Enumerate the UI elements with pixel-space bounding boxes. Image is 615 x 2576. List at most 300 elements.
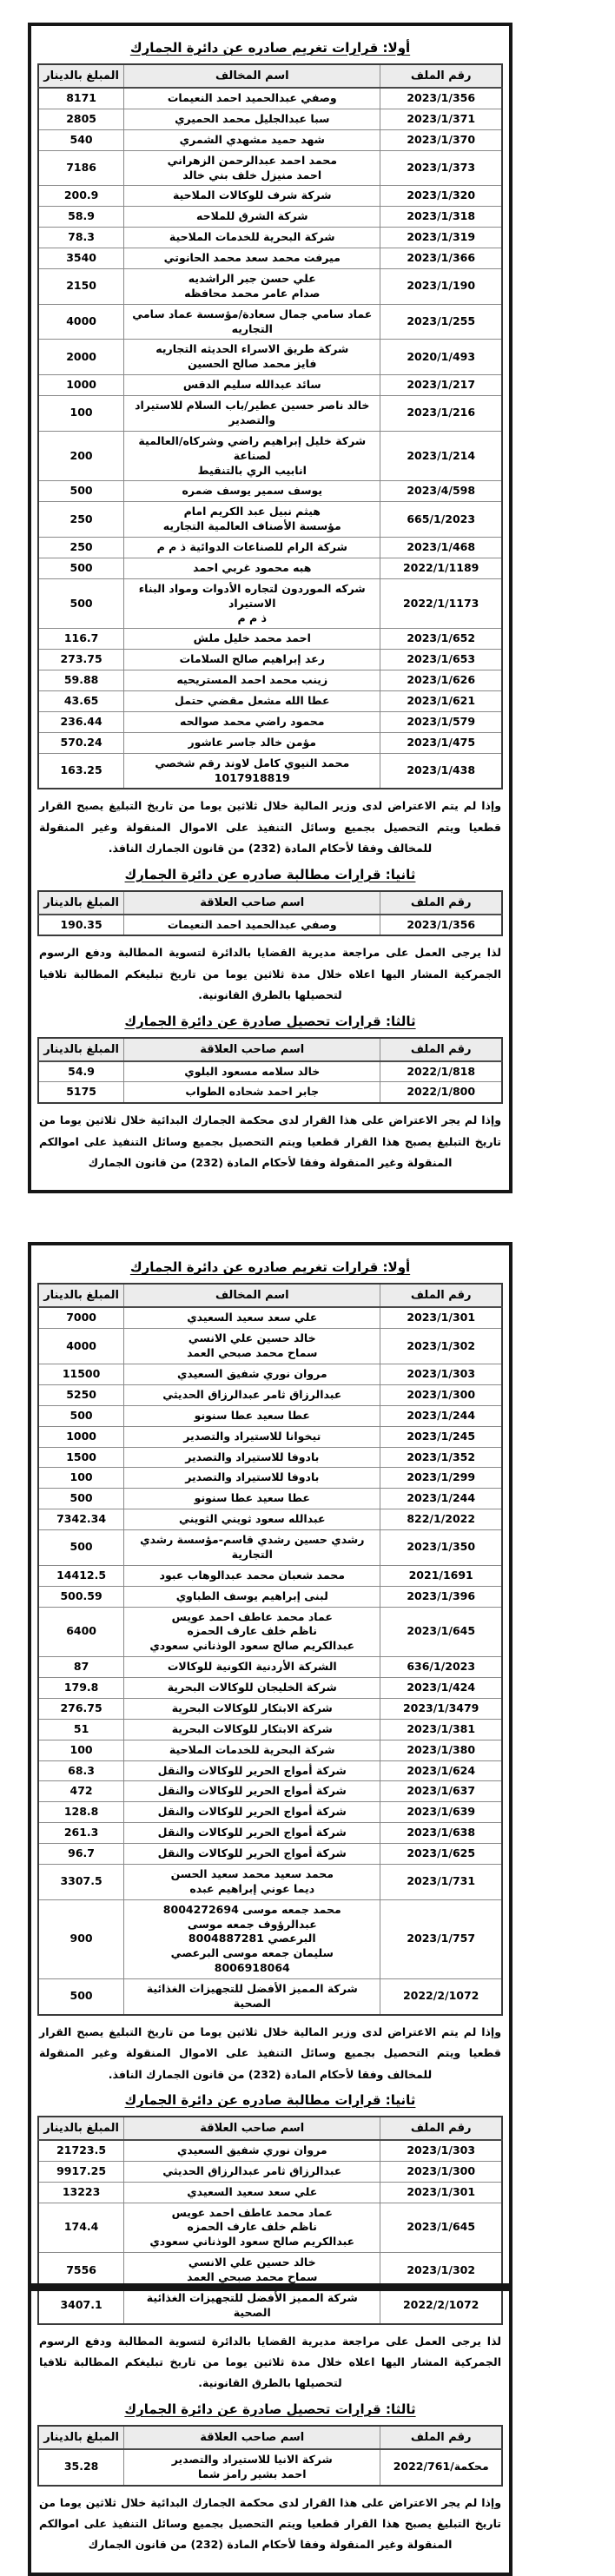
name-line: خالد حسين علي الانسي — [188, 1331, 316, 1345]
amount-cell — [38, 1719, 124, 1740]
amount-cell — [38, 88, 124, 109]
amount-value: 68.3 — [68, 1763, 95, 1777]
table-row — [38, 691, 502, 712]
amount-cell — [38, 2449, 124, 2486]
table-row — [38, 1468, 502, 1489]
amount-cell — [38, 538, 124, 558]
name-line: رعد إبراهيم صالح السلامات — [179, 652, 325, 666]
file-number-cell: 2022/2/1072 — [380, 2288, 502, 2323]
file-number-cell: 2023/1/299 — [380, 1468, 502, 1489]
file-number-cell: 2023/1/302 — [380, 2253, 502, 2289]
file-number-cell: 2023/1/245 — [380, 1426, 502, 1447]
table-row — [38, 1760, 502, 1781]
name-cell — [124, 375, 380, 396]
name-cell — [124, 248, 380, 269]
amount-cell — [38, 1844, 124, 1865]
name-line: انابيب الري بالتنقيط — [197, 463, 307, 477]
name-line: ناظم خلف عارف الحمزه — [187, 1624, 318, 1638]
amount-cell — [38, 650, 124, 670]
file-number-cell: 822/1/2022 — [380, 1509, 502, 1530]
amount-value: 570.24 — [60, 735, 102, 749]
name-cell — [124, 1899, 380, 1978]
amount-value: 472 — [69, 1784, 93, 1798]
amount-cell — [38, 1061, 124, 1082]
table-header-row — [38, 1038, 502, 1061]
table-row — [38, 1899, 502, 1978]
name-line: شركة أمواج الحرير للوكالات والنقل — [157, 1763, 347, 1777]
name-line: سماح محمد صبحي العمد — [187, 1346, 318, 1360]
amount-cell — [38, 1698, 124, 1719]
name-cell — [124, 650, 380, 670]
table-row — [38, 1565, 502, 1586]
name-cell — [124, 1657, 380, 1678]
name-cell — [124, 2182, 380, 2203]
amount-cell — [38, 915, 124, 936]
file-number-cell: 665/1/2023 — [380, 502, 502, 538]
name-line: سليمان جمعه موسى البرعصي — [170, 1946, 334, 1960]
column-header-file: رقم الملف — [380, 2426, 502, 2449]
table-row — [38, 1740, 502, 1760]
amount-value: 51 — [73, 1721, 89, 1735]
column-header-name: اسم صاحب العلاقة — [124, 1038, 380, 1061]
table-row — [38, 150, 502, 186]
file-number-cell: 2023/1/731 — [380, 1864, 502, 1899]
table-row — [38, 1864, 502, 1899]
name-line: عماد محمد عاطف احمد عويس — [171, 1609, 333, 1623]
amount-value: 6400 — [66, 1624, 96, 1638]
name-line: الشركة الأردنية الكونية للوكالات — [167, 1660, 337, 1674]
amount-value: 87 — [73, 1660, 89, 1674]
table-row — [38, 1607, 502, 1657]
name-line: محمد احمد عبدالرحمن الزهراني — [167, 153, 337, 167]
file-number-cell: 2023/1/320 — [380, 186, 502, 207]
name-cell — [124, 2288, 380, 2323]
table-row — [38, 1586, 502, 1607]
amount-cell — [38, 732, 124, 753]
name-cell — [124, 1307, 380, 1328]
name-line: شركة أمواج الحرير للوكالات والنقل — [157, 1826, 347, 1840]
table-row — [38, 268, 502, 304]
amount-value: 900 — [69, 1932, 93, 1945]
name-line: محمد جمعه موسى 8004272694 — [162, 1902, 341, 1916]
column-header-name: اسم صاحب العلاقة — [124, 2426, 380, 2449]
name-line: عطا سعيد عطا سنونو — [194, 1491, 310, 1505]
table-row — [38, 1719, 502, 1740]
name-cell — [124, 1447, 380, 1468]
name-line: مؤسسة الأصناف العالمية التجاريه — [162, 519, 341, 533]
name-line: محمود راضي محمد صوالحه — [180, 714, 325, 728]
note-paragraph: وإذا لم يتم الاعتراض لدى وزير المالية خلال ثلاثين يوما من تاريخ التبليغ يصبح القرار قطعيا ويتم التحصيل بجميع وسائل التنفيذ على الاموال المنقولة وغير المنقولة للمخالف وفقا لأحكام المادة (232) من قانون الجمارك النافذ. — [39, 799, 501, 855]
table-header — [38, 891, 502, 915]
section-title-text: ثالثا: قرارات تحصيل صادرة عن دائرة الجمارك — [124, 2401, 416, 2417]
name-line: شركة المميز الأفضل للتجهيزات الغذائية — [146, 1982, 358, 1995]
decisions-table — [37, 63, 503, 789]
file-number-cell: 2023/1/244 — [380, 1489, 502, 1509]
amount-value: 4000 — [66, 1338, 96, 1352]
name-line: علي حسن جبر الراشديه — [188, 271, 316, 285]
name-cell — [124, 268, 380, 304]
name-line: احمد بشير رامز شما — [197, 2467, 307, 2480]
amount-value: 78.3 — [68, 230, 95, 244]
name-line: سبا عبدالجليل محمد الحميري — [175, 111, 330, 125]
name-cell — [124, 1678, 380, 1699]
amount-cell — [38, 207, 124, 228]
amount-cell — [38, 1082, 124, 1103]
amount-cell — [38, 2203, 124, 2253]
amount-cell — [38, 109, 124, 129]
name-line: عطا الله مشعل مقضي حتمل — [175, 694, 330, 707]
file-number-cell: 2022/1/818 — [380, 1061, 502, 1082]
table-row — [38, 1823, 502, 1844]
amount-value: 500 — [69, 484, 93, 498]
note-paragraph: لذا يرجى العمل على مراجعة مديرية القضايا بالدائرة لتسوية المطالبة ودفع الرسوم الجمركية المشار اليها اعلاه خلال مدة ثلاثين يوما من تاريخ تبليغكم المطالبة تلافيا لتحصيلها بالطرق القانونية. — [39, 946, 501, 1002]
amount-value: 3307.5 — [60, 1874, 102, 1888]
name-line: شركة طريق الاسراء الحديثه التجاريه — [155, 342, 349, 356]
table-body — [38, 1061, 502, 1104]
amount-cell — [38, 268, 124, 304]
table-row — [38, 1509, 502, 1530]
amount-value: 500 — [69, 1989, 93, 2003]
name-line: خالد حسين علي الانسي — [188, 2256, 316, 2269]
file-number-cell: 2023/1/301 — [380, 2182, 502, 2203]
file-number-cell: 2023/1/255 — [380, 304, 502, 340]
table-row — [38, 2161, 502, 2182]
name-line: خالد سلامه مسعود البلوي — [184, 1064, 321, 1078]
file-number-cell: 2023/1/303 — [380, 2140, 502, 2161]
amount-value: 13223 — [62, 2184, 101, 2198]
name-line: الاستيراد — [228, 596, 276, 610]
name-cell — [124, 1061, 380, 1082]
table-row — [38, 228, 502, 248]
table-row — [38, 558, 502, 578]
name-line: علي سعد سعيد السعيدي — [187, 2184, 318, 2198]
amount-cell — [38, 1802, 124, 1823]
table-row — [38, 88, 502, 109]
name-line: ذ م م — [237, 611, 267, 624]
amount-value: 59.88 — [63, 673, 99, 687]
table-row — [38, 538, 502, 558]
amount-value: 128.8 — [63, 1805, 99, 1819]
amount-cell — [38, 1405, 124, 1426]
name-cell — [124, 1802, 380, 1823]
file-number-cell: 2023/1/303 — [380, 1364, 502, 1385]
table-row — [38, 1329, 502, 1364]
amount-cell — [38, 1307, 124, 1328]
amount-cell — [38, 1384, 124, 1405]
table-header — [38, 2117, 502, 2140]
amount-cell — [38, 1760, 124, 1781]
file-number-cell: 2023/1/301 — [380, 1307, 502, 1328]
table-row — [38, 207, 502, 228]
next-notice-box-top-border — [28, 2283, 512, 2291]
amount-value: 500.59 — [60, 1589, 102, 1602]
name-line: شركة شرف للوكالات الملاحية — [172, 188, 332, 202]
amount-value: 500 — [69, 560, 93, 574]
file-number-cell: 2023/1/639 — [380, 1802, 502, 1823]
amount-cell — [38, 1468, 124, 1489]
name-cell — [124, 578, 380, 629]
name-cell — [124, 1864, 380, 1899]
name-cell — [124, 304, 380, 340]
name-line: سماح محمد صبحي العمد — [187, 2270, 318, 2283]
amount-value: 11500 — [62, 1367, 101, 1380]
table-row — [38, 732, 502, 753]
amount-cell — [38, 1489, 124, 1509]
table-row — [38, 304, 502, 340]
table-row — [38, 1364, 502, 1385]
table-row — [38, 650, 502, 670]
table-row — [38, 1844, 502, 1865]
file-number-cell: 2023/1/638 — [380, 1823, 502, 1844]
name-line: عبدالرزاق ثامر عبدالرزاق الحديثي — [162, 2163, 342, 2177]
file-number-cell: 2023/1/579 — [380, 711, 502, 732]
name-cell — [124, 1530, 380, 1566]
file-number-cell: 2023/1/468 — [380, 538, 502, 558]
file-number-cell: 2023/1/373 — [380, 150, 502, 186]
name-line: وصفي عبدالحميد احمد النعيمات — [167, 917, 337, 931]
file-number-cell: 2022/2/1072 — [380, 1979, 502, 2015]
amount-cell — [38, 1364, 124, 1385]
amount-value: 43.65 — [63, 694, 99, 707]
amount-value: 250 — [69, 540, 93, 553]
amount-cell — [38, 186, 124, 207]
name-cell — [124, 538, 380, 558]
name-line: ناظم خلف عارف الحمزه — [187, 2220, 318, 2234]
column-header-amount: المبلغ بالدينار — [38, 891, 124, 915]
name-line: محمد النيوي كامل لاوند رقم شخصي — [155, 756, 350, 769]
name-cell — [124, 711, 380, 732]
amount-cell — [38, 1565, 124, 1586]
amount-value: 273.75 — [60, 652, 102, 666]
amount-value: 116.7 — [63, 631, 99, 645]
name-line: شركة المميز الأفضل للتجهيزات الغذائية — [146, 2290, 358, 2304]
table-row — [38, 1082, 502, 1103]
section-title-text: أولا: قرارات تغريم صادره عن دائرة الجمارك — [129, 1259, 411, 1276]
name-cell — [124, 558, 380, 578]
table-row — [38, 1678, 502, 1699]
name-line: شركة أمواج الحرير للوكالات والنقل — [157, 1805, 347, 1819]
amount-cell — [38, 431, 124, 481]
amount-value: 58.9 — [68, 209, 95, 223]
amount-cell — [38, 248, 124, 269]
table-row — [38, 1530, 502, 1566]
name-cell — [124, 1844, 380, 1865]
amount-cell — [38, 1530, 124, 1566]
amount-cell — [38, 481, 124, 502]
name-cell — [124, 150, 380, 186]
amount-value: 5175 — [66, 1085, 96, 1099]
amount-value: 2150 — [66, 279, 96, 293]
name-cell — [124, 481, 380, 502]
table-row — [38, 1384, 502, 1405]
table-row — [38, 2288, 502, 2323]
decisions-table — [37, 2425, 503, 2487]
column-header-amount: المبلغ بالدينار — [38, 1284, 124, 1307]
name-cell — [124, 915, 380, 936]
amount-value: 7342.34 — [56, 1512, 107, 1526]
name-cell — [124, 1426, 380, 1447]
amount-cell — [38, 691, 124, 712]
section-title — [37, 2092, 503, 2108]
name-line: الصحية — [233, 2305, 271, 2319]
amount-cell — [38, 2182, 124, 2203]
column-header-amount: المبلغ بالدينار — [38, 2426, 124, 2449]
file-number-cell: 2023/1/356 — [380, 915, 502, 936]
name-cell — [124, 228, 380, 248]
decisions-table — [37, 2116, 503, 2325]
customs-notice-box-1 — [28, 23, 512, 1193]
amount-value: 500 — [69, 1491, 93, 1505]
table-header — [38, 2426, 502, 2449]
amount-cell — [38, 304, 124, 340]
file-number-cell: 2023/4/598 — [380, 481, 502, 502]
name-cell — [124, 732, 380, 753]
name-line: جابر احمد شحاده الطواب — [185, 1085, 320, 1099]
table-row — [38, 248, 502, 269]
amount-value: 4000 — [66, 314, 96, 328]
name-line: مروان نوري شفيق السعيدي — [176, 2143, 327, 2157]
name-line: شركة البحرية للخدمات الملاحية — [169, 230, 335, 244]
amount-value: 100 — [69, 1470, 93, 1484]
amount-value: 163.25 — [60, 763, 102, 777]
amount-cell — [38, 129, 124, 150]
amount-value: 35.28 — [63, 2460, 99, 2474]
file-number-cell: 2023/1/645 — [380, 2203, 502, 2253]
name-line: فايز محمد صالح الحسين — [188, 357, 317, 371]
column-header-name: اسم صاحب العلاقة — [124, 891, 380, 915]
amount-value: 500 — [69, 1408, 93, 1422]
name-cell — [124, 1781, 380, 1802]
name-line: مروان نوري شفيق السعيدي — [176, 1367, 327, 1380]
name-line: احمد منيزل خلف بني خالد — [182, 168, 322, 182]
name-line: البرعصي 8004887281 — [188, 1932, 316, 1945]
name-line: بادوفا للاستيراد والتصدير — [185, 1450, 320, 1463]
file-number-cell: 2023/1/300 — [380, 1384, 502, 1405]
name-cell — [124, 1586, 380, 1607]
table-row — [38, 396, 502, 432]
table-row — [38, 711, 502, 732]
amount-value: 54.9 — [68, 1064, 95, 1078]
table-row — [38, 1657, 502, 1678]
file-number-cell: 2023/1/214 — [380, 431, 502, 481]
name-line: محمد شعبان محمد عبدالوهاب عبود — [159, 1568, 345, 1582]
name-cell — [124, 1760, 380, 1781]
note-paragraph: وإذا لم يجر الاعتراض على هذا القرار لدى محكمة الجمارك البدائية خلال ثلاثين يوما من تاريخ التبليغ يصبح هذا القرار قطعيا ويتم التحصيل بجميع وسائل التنفيذ على اموالكم المنقولة وغير المنقولة وفقا لأحكام المادة (232) من قانون الجمارك — [39, 2495, 501, 2552]
table-row — [38, 1405, 502, 1426]
column-header-amount: المبلغ بالدينار — [38, 1038, 124, 1061]
name-line: شركة الشرق للملاحه — [196, 209, 308, 223]
name-cell — [124, 1565, 380, 1586]
amount-value: 500 — [69, 596, 93, 610]
amount-value: 100 — [69, 1742, 93, 1756]
name-line: لبنى إبراهيم يوسف الطباوي — [175, 1589, 328, 1602]
table-row — [38, 1489, 502, 1509]
name-line: والتصدير — [228, 413, 276, 426]
name-line: عبدالرزاق ثامر عبدالرزاق الحديثي — [162, 1387, 342, 1401]
amount-cell — [38, 150, 124, 186]
name-line: شركة الرام للصناعات الدوائية ذ م م — [156, 540, 347, 553]
name-cell — [124, 1405, 380, 1426]
amount-cell — [38, 578, 124, 629]
name-cell — [124, 1509, 380, 1530]
amount-cell — [38, 1607, 124, 1657]
file-number-cell: 2023/1/366 — [380, 248, 502, 269]
amount-value: 1000 — [66, 1429, 96, 1443]
name-line: عطا سعيد عطا سنونو — [194, 1408, 310, 1422]
name-cell — [124, 1489, 380, 1509]
table-row — [38, 1979, 502, 2015]
name-line: الصحية — [233, 1996, 271, 2010]
file-number-cell: 2023/1/319 — [380, 228, 502, 248]
amount-cell — [38, 558, 124, 578]
amount-cell — [38, 1586, 124, 1607]
amount-cell — [38, 1678, 124, 1699]
section-title — [37, 40, 503, 56]
decisions-table — [37, 1283, 503, 2015]
section-title — [37, 867, 503, 882]
name-line: هيثم نبيل عبد الكريم امام — [183, 505, 321, 519]
name-line: عبدالرؤوف جمعه موسى — [187, 1917, 317, 1931]
table-row — [38, 1447, 502, 1468]
table-header-row — [38, 64, 502, 88]
name-cell — [124, 1823, 380, 1844]
file-number-cell: 2023/1/381 — [380, 1719, 502, 1740]
amount-value: 1000 — [66, 378, 96, 392]
table-row — [38, 2182, 502, 2203]
column-header-name: اسم المخالف — [124, 1284, 380, 1307]
file-number-cell: 2023/1/625 — [380, 1844, 502, 1865]
table-row — [38, 1061, 502, 1082]
file-number-cell: 2023/1/190 — [380, 268, 502, 304]
file-number-cell: 2021/1691 — [380, 1565, 502, 1586]
name-cell — [124, 1468, 380, 1489]
file-number-cell: 2020/1/493 — [380, 340, 502, 375]
file-number-cell: 2023/1/438 — [380, 753, 502, 789]
amount-cell — [38, 2140, 124, 2161]
file-number-cell: 2023/1/3479 — [380, 1698, 502, 1719]
file-number-cell: 2023/1/624 — [380, 1760, 502, 1781]
table-row — [38, 502, 502, 538]
table-row — [38, 1426, 502, 1447]
amount-value: 7186 — [66, 161, 96, 175]
amount-value: 261.3 — [63, 1826, 99, 1840]
file-number-cell: 2022/1/800 — [380, 1082, 502, 1103]
table-header — [38, 1038, 502, 1061]
column-header-file: رقم الملف — [380, 1284, 502, 1307]
amount-value: 200.9 — [63, 188, 99, 202]
name-cell — [124, 1698, 380, 1719]
name-line: عبدالله سعود ثويني الثويني — [179, 1512, 326, 1526]
name-line: هبه محمود غربي احمد — [193, 560, 312, 574]
table-row — [38, 481, 502, 502]
amount-cell — [38, 1781, 124, 1802]
table-row — [38, 915, 502, 936]
amount-cell — [38, 1447, 124, 1468]
name-cell — [124, 186, 380, 207]
file-number-cell: 2023/1/352 — [380, 1447, 502, 1468]
file-number-cell: 2023/1/356 — [380, 88, 502, 109]
name-cell — [124, 109, 380, 129]
table-header — [38, 1284, 502, 1307]
name-cell — [124, 129, 380, 150]
file-number-cell: 2023/1/621 — [380, 691, 502, 712]
table-row — [38, 753, 502, 789]
table-row — [38, 2140, 502, 2161]
name-cell — [124, 2449, 380, 2486]
name-cell — [124, 1329, 380, 1364]
amount-value: 2805 — [66, 111, 96, 125]
amount-cell — [38, 228, 124, 248]
